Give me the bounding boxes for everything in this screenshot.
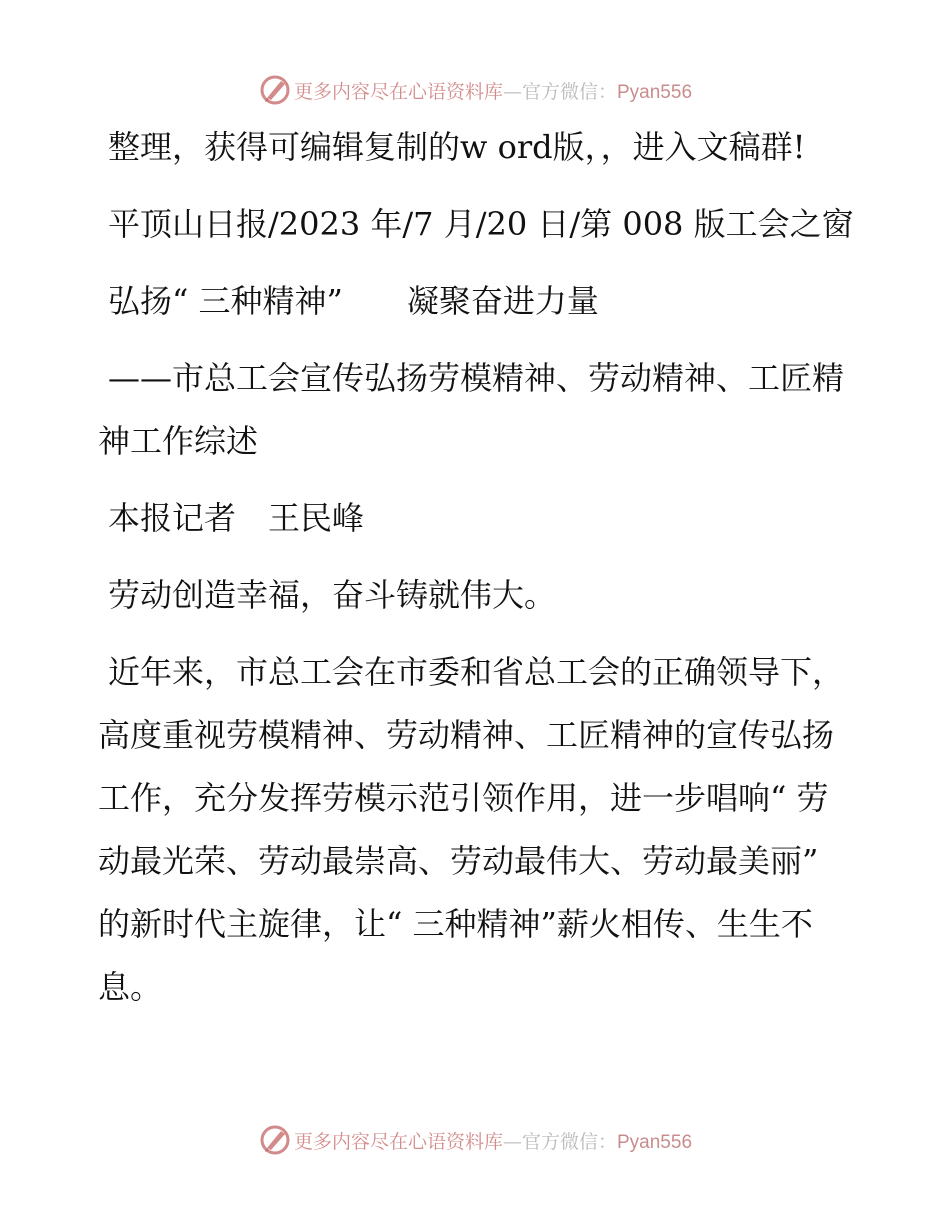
pen-logo-icon: [258, 1123, 292, 1157]
watermark-separator: —: [502, 80, 522, 103]
article-subtitle: ——市总工会宣传弘扬劳模精神、劳动精神、工匠精神工作综述: [98, 359, 845, 460]
article-title: 弘扬“ 三种精神” 凝聚奋进力量: [108, 282, 599, 320]
watermark-banner-bottom: [0, 1120, 950, 1160]
watermark-wechat-label: 官方微信：: [521, 1130, 617, 1153]
watermark-text: [294, 77, 692, 104]
watermark-wechat-id: Pyan556: [617, 1131, 693, 1153]
watermark-site: 更多内容尽在心语资料库: [293, 1130, 503, 1153]
watermark-site: 更多内容尽在心语资料库: [293, 80, 503, 103]
pen-logo-icon: [258, 73, 292, 107]
watermark-text: [294, 1127, 692, 1154]
watermark-wechat-id: Pyan556: [617, 81, 693, 103]
paragraph-source: 平顶山日报/2023 年/7 月/20 日/第 008 版工会之窗: [108, 205, 854, 243]
paragraph-body: 近年来，市总工会在市委和省总工会的正确领导下，高度重视劳模精神、劳动精神、工匠精神的宣传弘扬工作，充分发挥劳模示范引领作用，进一步唱响“ 劳动最光荣、劳动最崇高、劳动最伟大、劳动最美丽” 的新时代主旋律，让“ 三种精神”薪火相传、生生不息。: [98, 653, 845, 1006]
watermark-banner-top: [0, 70, 950, 110]
paragraph-notice: 整理，获得可编辑复制的w ord版，，进入文稿群!: [108, 128, 806, 166]
document-body: [98, 116, 858, 1033]
watermark-separator: —: [502, 1130, 522, 1153]
article-byline: 本报记者 王民峰: [108, 499, 365, 537]
watermark-wechat-label: 官方微信：: [521, 80, 617, 103]
paragraph-lead: 劳动创造幸福，奋斗铸就伟大。: [108, 576, 557, 614]
